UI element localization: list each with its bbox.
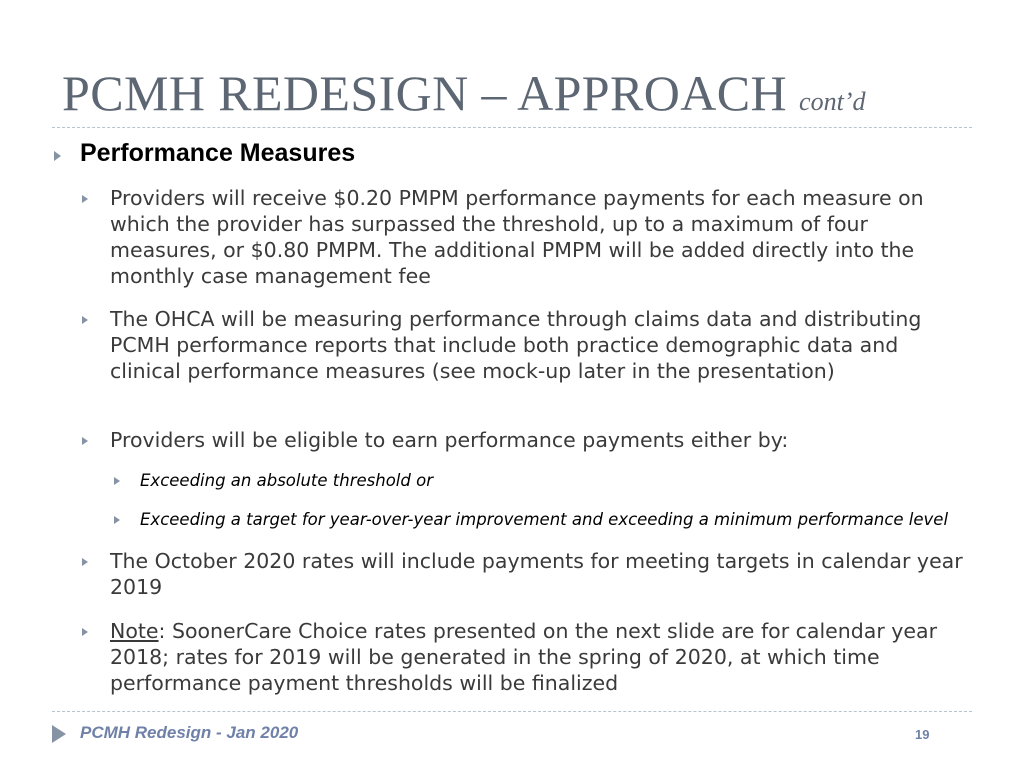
list-item	[80, 548, 980, 600]
bullet-arrow-icon	[82, 316, 88, 324]
footer-divider	[52, 711, 972, 712]
title-main: PCMH REDESIGN – APPROACH	[62, 65, 788, 121]
sub-list-item-text: Exceeding an absolute threshold or	[140, 471, 433, 490]
bullet-arrow-icon	[114, 477, 120, 485]
footer-label: PCMH Redesign - Jan 2020	[80, 723, 299, 742]
footer-arrow-icon	[52, 725, 66, 743]
page-title	[62, 62, 865, 133]
list-item	[80, 427, 980, 453]
list-item-text: Providers will be eligible to earn performance payments either by:	[110, 428, 789, 452]
note-label: Note	[110, 619, 159, 643]
list-item	[80, 306, 980, 384]
section-heading: Performance Measures	[80, 139, 356, 167]
sub-list-item-text: Exceeding a target for year-over-year improvement and exceeding a minimum performance level	[140, 510, 949, 529]
bullet-arrow-icon	[82, 195, 88, 203]
title-divider	[52, 127, 972, 128]
sub-list-item	[112, 508, 982, 532]
sub-list-item	[112, 469, 982, 493]
page-number: 19	[915, 727, 930, 742]
list-item-text: The OHCA will be measuring performance through claims data and distributing PCMH performance reports that include both practice demographic data and clinical performance measures (see mock-up later in the presentation)	[110, 307, 922, 383]
bullet-arrow-icon	[54, 148, 61, 166]
list-item-text: The October 2020 rates will include payments for meeting targets in calendar year 2019	[110, 549, 963, 599]
bullet-arrow-icon	[82, 558, 88, 566]
bullet-arrow-icon	[114, 516, 120, 524]
list-item-text: Providers will receive $0.20 PMPM performance payments for each measure on which the provider has surpassed the threshold, up to a maximum of four measures, or $0.80 PMPM. The additional PMPM will be added directly into the monthly case management fee	[110, 186, 924, 288]
bullet-arrow-icon	[82, 628, 88, 636]
list-item	[80, 185, 980, 289]
note-text: : SoonerCare Choice rates presented on the next slide are for calendar year 2018; rates for 2019 will be generated in the spring of 2020, at which time performance payment thresholds will be finalized	[110, 619, 938, 695]
list-item-text	[110, 618, 974, 696]
bullet-arrow-icon	[82, 437, 88, 445]
list-item	[80, 618, 980, 696]
title-suffix: cont’d	[799, 87, 866, 116]
